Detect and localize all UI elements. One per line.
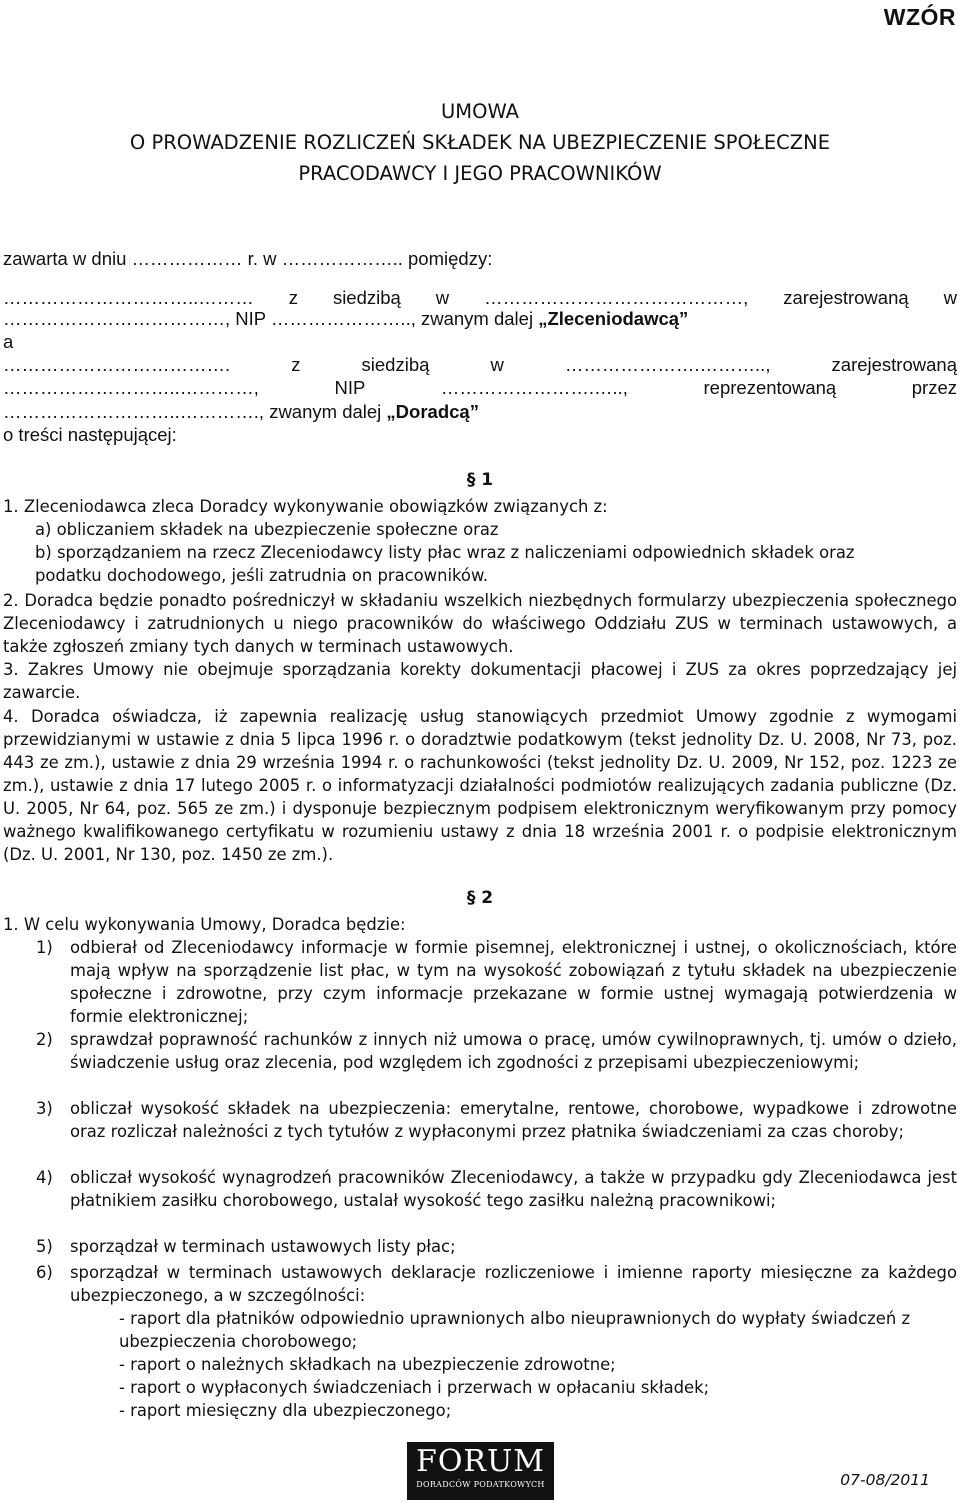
sec1-point-3: 3. Zakres Umowy nie obejmuje sporządzania korekty dokumentacji płacowej i ZUS za okres poprzedzający jej zawarcie.: [3, 660, 957, 702]
title-line-2: O PROWADZENIE ROZLICZEŃ SKŁADEK NA UBEZPIECZENIE SPOŁECZNE: [129, 131, 831, 154]
sec1-point-1b: b) sporządzaniem na rzecz Zleceniodawcy listy płac wraz z naliczeniami odpowiednich składek oraz: [35, 543, 855, 562]
sec1-point-2: 2. Doradca będzie ponadto pośredniczył w składaniu wszelkich niezbędnych formularzy ubezpieczenia społecznego Zleceniodawcy i zatrudnionych u niego pracowników do właściwego Oddziału ZUS w terminach ustawowych, a także zgłoszeń zmiany tych danych w terminach ustawowych.: [3, 591, 957, 656]
report-item: - raport dla płatników odpowiednio uprawnionych albo nieuprawnionych do wypłaty świadczeń z ubezpieczenia chorobowego;: [119, 1309, 911, 1351]
doradca-term: „Doradcą”: [386, 401, 479, 422]
forum-logo: FORUM DORADCÓW PODATKOWYCH: [407, 1442, 554, 1500]
document-date: 07-08/2011: [840, 1471, 930, 1489]
title-line-3: PRACODAWCY I JEGO PRACOWNIKÓW: [298, 162, 662, 185]
sec1-point-1: 1. Zleceniodawca zleca Doradcy wykonywanie obowiązków związanych z:: [3, 497, 608, 516]
report-item: - raport o należnych składkach na ubezpieczenie zdrowotne;: [119, 1355, 616, 1374]
sec1-point-1b-cont: podatku dochodowego, jeśli zatrudnia on pracowników.: [35, 566, 489, 585]
title-line-1: UMOWA: [441, 100, 519, 123]
conjunction-a: a: [3, 331, 14, 352]
sec2-point-1: 1. W celu wykonywania Umowy, Doradca będzie:: [3, 915, 406, 934]
intro-closing: o treści następującej:: [3, 424, 177, 445]
template-label: WZÓR: [883, 4, 956, 30]
party-2-line-3: ………………………..…………., zwanym dalej „Doradcą”: [3, 401, 479, 422]
contract-title: [0, 96, 960, 189]
section-1-heading: § 1: [466, 470, 494, 490]
party-2-line-2: ………………………..…………, NIP …………………….….., reprezentowaną przez: [3, 377, 957, 398]
document-page: WZÓR UMOWA O PROWADZENIE ROZLICZEŃ SKŁADEK NA UBEZPIECZENIE SPOŁECZNE PRACODAWCY I JEGO PRACOWNIKÓW zawarta w dniu ……………… r. w ……………….. pomiędzy: …………………………..……… z siedzibą w ……………………………………, zarejestrowaną w ………………………………, NIP ………………….., zwanym dalej „Zleceniodawcą” a ………………………………. z siedzibą w ………………….……….., zarejestrowaną ………………………..…………, NIP …………………….….., reprezentowaną przez ………………………..…………., zwanym dalej „Doradcą” o treści następującej: § 1 1. Zleceniodawca zleca Doradcy wykonywanie obowiązków związanych z: a) obliczaniem składek na ubezpieczenie społeczne oraz b) sporządzaniem na rzecz Zleceniodawcy listy płac wraz z naliczeniami odpowiednich składek oraz podatku dochodowego, jeśli zatrudnia on pracowników. 2. Doradca będzie ponadto pośredniczył w składaniu wszelkich niezbędnych formularzy ubezpieczenia społecznego Zleceniodawcy i zatrudnionych u niego pracowników do właściwego Oddziału ZUS w terminach ustawowych, a także zgłoszeń zmiany tych danych w terminach ustawowych. 3. Zakres Umowy nie obejmuje sporządzania korekty dokumentacji płacowej i ZUS za okres poprzedzający jej zawarcie. 4. Doradca oświadcza, iż zapewnia realizację usług stanowiących przedmiot Umowy zgodnie z wymogami przewidzianymi w ustawie z dnia 5 lipca 1996 r. o doradztwie podatkowym (tekst jednolity Dz. U. 2008, Nr 73, poz. 443 ze zm.), ustawie z dnia 29 września 1994 r. o rachunkowości (tekst jednolity Dz. U. 2009, Nr 152, poz. 1223 ze zm.), ustawie z dnia 17 lutego 2005 r. o informatyzacji działalności podmiotów realizujących zadania publiczne (Dz. U. 2005, Nr 64, poz. 565 ze zm.) i dysponuje bezpiecznym podpisem elektronicznym weryfikowanym przy pomocy ważnego kwalifikowanego certyfikatu w rozumieniu ustawy z dnia 18 września 2001 r. o podpisie elektronicznym (Dz. U. 2001, Nr 130, poz. 1450 ze zm.). § 2 1. W celu wykonywania Umowy, Doradca będzie: 1) odbierał od Zleceniodawcy informacje w formie pisemnej, elektronicznej i ustnej, o okolicznościach, które mają wpływ na sporządzenie list płac, w tym na wysokość zobowiązań z tytułu składek na ubezpieczenie społeczne i zdrowotne, przy czym informacje przekazane w formie ustnej wymagają potwierdzenia w formie elektronicznej; 2) sprawdzał poprawność rachunków z innych niż umowa o pracę, umów cywilnoprawnych, tj. umów o dzieło, świadczenie usług oraz zlecenia, pod względem ich zgodności z przepisami ubezpieczeniowymi; 3) obliczał wysokość składek na ubezpieczenia: emerytalne, rentowe, chorobowe, wypadkowe i zdrowotne oraz rozliczał należności z tych tytułów z wypłaconymi przez płatnika świadczeniami za czas choroby; 4) obliczał wysokość wynagrodzeń pracowników Zleceniodawcy, a także w przypadku gdy Zleceniodawca jest płatnikiem zasiłku chorobowego, ustalał wysokość tego zasiłku należną pracownikowi; 5) sporządzał w terminach ustawowych listy płac; 6) sporządzał w terminach ustawowych deklaracje rozliczeniowe i imienne raporty miesięczne za każdego ubezpieczonego, a w szczególności: - raport dla płatników odpowiednio uprawnionych albo nieuprawnionych do wypłaty świadczeń z ubezpieczenia chorobowego; - raport o należnych składkach na ubezpieczenie zdrowotne; - raport o wypłaconych świadczeniach i przerwach w opłacaniu składek; - raport miesięczny dla ubezpieczonego; FORUM DORADCÓW PODATKOWYCH 07-08/2011: [0, 0, 960, 1503]
report-item: - raport o wypłaconych świadczeniach i przerwach w opłacaniu składek;: [119, 1378, 710, 1397]
report-item: - raport miesięczny dla ubezpieczonego;: [119, 1401, 452, 1420]
zleceniodawca-term: „Zleceniodawcą”: [538, 308, 689, 329]
sec1-point-1a: a) obliczaniem składek na ubezpieczenie społeczne oraz: [35, 520, 499, 539]
party-1-line-2: ………………………………, NIP ………………….., zwanym dalej „Zleceniodawcą”: [3, 308, 689, 329]
sec1-point-4: 4. Doradca oświadcza, iż zapewnia realizację usług stanowiących przedmiot Umowy zgodnie z wymogami przewidzianymi w ustawie z dnia 5 lipca 1996 r. o doradztwie podatkowym (tekst jednolity Dz. U. 2008, Nr 73, poz. 443 ze zm.), ustawie z dnia 29 września 1994 r. o rachunkowości (tekst jednolity Dz. U. 2009, Nr 152, poz. 1223 ze zm.), ustawie z dnia 17 lutego 2005 r. o informatyzacji działalności podmiotów realizujących zadania publiczne (Dz. U. 2005, Nr 64, poz. 565 ze zm.) i dysponuje bezpiecznym podpisem elektronicznym weryfikowanym przy pomocy ważnego kwalifikowanego certyfikatu w rozumieniu ustawy z dnia 18 września 2001 r. o podpisie elektronicznym (Dz. U. 2001, Nr 130, poz. 1450 ze zm.).: [3, 707, 957, 864]
intro-date-line: zawarta w dniu ……………… r. w ……………….. pomiędzy:: [3, 248, 493, 269]
party-1-line-1: …………………………..……… z siedzibą w ……………………………………, zarejestrowaną w: [3, 287, 957, 308]
section-2-heading: § 2: [466, 888, 494, 908]
party-2-line-1: ………………………………. z siedzibą w ………………….……….., zarejestrowaną: [3, 354, 957, 375]
